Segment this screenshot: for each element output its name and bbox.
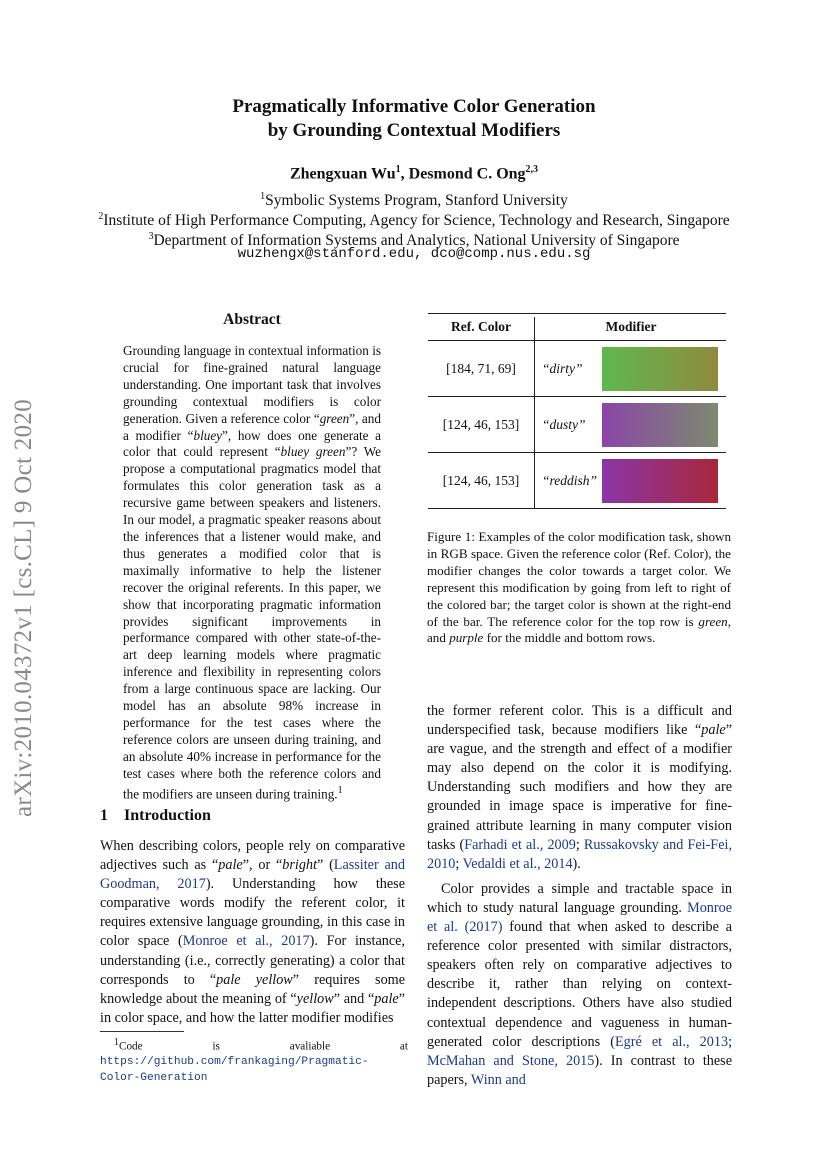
body-text: ; (575, 836, 584, 853)
abstract-text-4: ”? We propose a computational pragmatics model that formulates this color generation task as a recursive game between speakers and listeners. In our model, a pragmatic speaker reasons about the inferences that a listener would make, and thus generates a modified color that is maximally informative to help the listener recover the original referents. In this paper, we show that incorporating pragmatic information provides significant improvements in performance compared with other state-of-the-art deep learning models where pragmatic inference and flexibility in representing colors from a large continuous space are lacking. Our model has an absolute 98% increase in performance for the test cases where the reference colors are unseen during training, and an absolute 40% increase in performance for the test cases where both the reference colors and the modifiers are unseen during training. (123, 444, 381, 801)
affiliation-3-mark: 3 (148, 231, 154, 242)
abstract-footnote-mark[interactable]: 1 (337, 784, 343, 796)
citation-link[interactable]: Monroe et al., 2017 (182, 933, 310, 950)
ref-color-value: [184, 71, 69] (446, 361, 516, 376)
author-1-affil: 1 (395, 164, 401, 175)
figure-row-1 (428, 341, 726, 397)
figure-row-2 (428, 397, 726, 453)
author-list (0, 164, 828, 183)
affiliation-1-text: Symbolic Systems Program, Stanford University (265, 192, 568, 210)
arxiv-stamp-text: arXiv:2010.04372v1 [cs.CL] 9 Oct 2020 (10, 399, 38, 817)
section-heading (100, 807, 211, 825)
intro-text: ” requires some knowledge about the meaning of “ (100, 971, 405, 1007)
figure-bottom-rule (428, 508, 726, 509)
citation-link[interactable]: Vedaldi et al., 2014 (462, 855, 573, 872)
citation-link[interactable]: Farhadi et al., 2009 (464, 836, 576, 853)
author-1: Zhengxuan Wu (289, 165, 396, 183)
abstract-heading: Abstract (223, 311, 281, 328)
affiliation-2-mark: 2 (98, 211, 104, 222)
intro-emph: bright (282, 857, 317, 874)
body-text: ; (728, 1033, 733, 1050)
intro-text: ” ( (316, 857, 334, 874)
figure-row-3 (428, 453, 726, 509)
caption-emph: purple (449, 630, 484, 646)
caption-text: Figure 1: Examples of the color modification task, shown in RGB space. Given the reference color (Ref. Color), the modifier changes the color towards a target color. We represent this modification by going from left to right of the colored bar; the target color is shown at the right-end of the bar. The reference color for the top row is (427, 529, 731, 629)
color-gradient-bar (602, 347, 718, 391)
affiliation-2-text: Institute of High Performance Computing, Agency for Science, Technology and Research, Singapore (103, 212, 730, 230)
affiliation-1-mark: 1 (260, 191, 266, 202)
intro-text: ” in color space, and how the latter modifier modifies (100, 990, 405, 1026)
abstract-text-3: ”, how does one generate a color that could represent “ (123, 427, 381, 460)
intro-emph: pale (374, 990, 399, 1007)
footnote (100, 1036, 408, 1086)
author-2-affil: 2,3 (525, 164, 539, 175)
body-text: the former referent color. This is a difficult and underspecified task, because modifiers like “ (427, 703, 732, 739)
citation-link[interactable]: Winn and (470, 1071, 526, 1088)
section-number: 1 (100, 807, 108, 824)
ref-color-value: [124, 46, 153] (442, 473, 520, 488)
caption-text: , and (427, 613, 731, 646)
body-paragraph (427, 880, 732, 1090)
abstract-body (123, 343, 381, 803)
body-text: ). In contrast to these papers, (427, 1052, 732, 1088)
modifier-label: “reddish” (542, 473, 598, 488)
modifier-label: “dusty” (542, 417, 586, 432)
arxiv-stamp (2, 373, 46, 843)
intro-paragraph (100, 837, 405, 1028)
caption-emph: green (698, 613, 728, 629)
footnote-url-link[interactable]: https://github.com/frankaging/Pragmatic-Color-Generation (100, 1056, 369, 1084)
modifier-label: “dirty” (542, 361, 583, 376)
body-text: Color provides a simple and tractable space in which to study natural language grounding. (427, 880, 732, 916)
caption-text: for the middle and bottom rows. (483, 630, 656, 646)
footnote-text: Code is avaliable at (119, 1040, 408, 1053)
color-gradient-bar (602, 459, 718, 503)
citation-link[interactable]: Lassiter and Goodman, 2017 (100, 857, 405, 893)
footnote-rule (100, 1031, 184, 1032)
figure-top-rule (428, 313, 726, 314)
intro-text: When describing colors, people rely on comparative adjectives such as “ (100, 838, 405, 874)
citation-link[interactable]: McMahan and Stone, 2015 (427, 1052, 595, 1069)
abstract-text-2: ”, and a modifier “ (123, 410, 381, 443)
body-text: ; (455, 855, 463, 872)
intro-text: ). Understanding how these comparative words modify the referent color, it requires extensive language grounding, in this case in color space ( (100, 876, 405, 950)
body-paragraph (427, 702, 732, 874)
intro-text: ). For instance, understanding (i.e., correctly generating) a color that corresponds to “ (100, 933, 405, 988)
intro-emph: yellow (296, 990, 334, 1007)
author-emails[interactable]: wuzhengx@stanford.edu, dco@comp.nus.edu.sg (237, 246, 591, 262)
abstract-emph-2: bluey (193, 427, 223, 443)
intro-emph: pale (218, 857, 243, 874)
paper-title (0, 95, 828, 143)
intro-text: ” and “ (333, 990, 375, 1007)
color-gradient-bar (602, 403, 718, 447)
abstract-emph-1: green (319, 410, 350, 426)
body-text: ). (572, 855, 581, 872)
intro-text: ”, or “ (242, 857, 283, 874)
figure-col-modifier: Modifier (605, 319, 657, 334)
abstract-text-1: Grounding language in contextual information is crucial for fine-grained natural language understanding. One important task that involves grounding contextual modifiers is color generation. Given a reference color “ (123, 343, 381, 426)
citation-link[interactable]: Egré et al., 2013 (614, 1033, 729, 1050)
figure-caption (427, 529, 731, 647)
title-line-1: Pragmatically Informative Color Generation (232, 96, 596, 117)
author-2: Desmond C. Ong (408, 165, 526, 183)
section-title: Introduction (124, 807, 211, 824)
right-column-body (427, 702, 732, 1090)
ref-color-value: [124, 46, 153] (442, 417, 520, 432)
body-text: ” are vague, and the strength and effect of a modifier may also depend on the color it is modifying. Understanding such modifiers and how they are grounded in image space is imperative for fine-grained attribute learning in many computer vision tasks ( (427, 722, 732, 853)
figure-col-ref-color: Ref. Color (451, 319, 511, 334)
citation-link[interactable]: Russakovsky and Fei-Fei, 2010 (427, 836, 732, 872)
body-emph: pale (701, 722, 726, 739)
intro-emph: pale yellow (216, 971, 293, 988)
affiliation-3-text: Department of Information Systems and Analytics, National University of Singapore (153, 232, 680, 250)
author-separator: , (400, 165, 409, 183)
citation-link[interactable]: Monroe et al. (2017) (427, 899, 732, 936)
title-line-2: by Grounding Contextual Modifiers (267, 120, 561, 141)
footnote-mark: 1 (114, 1037, 119, 1048)
body-text: found that when asked to describe a reference color presented with similar distractors, speakers often rely on comparative adjectives to describe it, rather than relying on context-independent descriptions. Others have also studied contextual dependence and vagueness in human-generated color descriptions ( (427, 919, 732, 1050)
abstract-emph-3: bluey green (280, 444, 346, 460)
